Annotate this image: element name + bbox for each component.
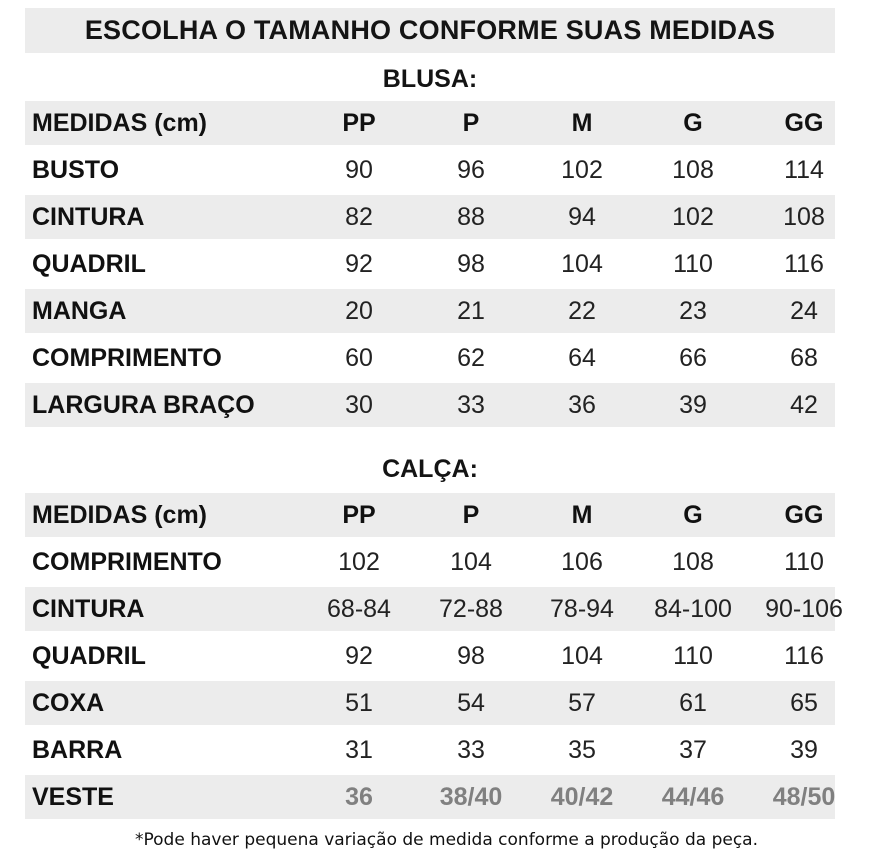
- table-cell: 30: [345, 391, 373, 419]
- table-cell: 62: [457, 344, 485, 372]
- table-cell: 42: [790, 391, 818, 419]
- table-cell: 36: [568, 391, 596, 419]
- row-label: COXA: [32, 689, 105, 717]
- table-cell: 64: [568, 344, 596, 372]
- table-cell: 60: [345, 344, 373, 372]
- blusa-size-m: M: [571, 109, 593, 137]
- table-cell: 108: [672, 548, 714, 576]
- table-cell: 102: [561, 156, 603, 184]
- footnote: *Pode haver pequena variação de medida conforme a produção da peça.: [135, 830, 758, 850]
- blusa-row-busto: [25, 148, 835, 192]
- table-cell: 116: [784, 250, 824, 278]
- blusa-section-label: BLUSA:: [382, 65, 478, 93]
- table-cell: 92: [345, 250, 373, 278]
- row-label: COMPRIMENTO: [32, 548, 222, 576]
- table-cell: 44/46: [661, 783, 725, 811]
- calca-row-coxa: [25, 681, 835, 725]
- page-title-text: ESCOLHA O TAMANHO CONFORME SUAS MEDIDAS: [84, 15, 776, 45]
- blusa-row-manga: [25, 289, 835, 333]
- table-cell: 68: [790, 344, 818, 372]
- calca-header-row: [25, 493, 835, 537]
- blusa-size-gg: GG: [784, 109, 824, 137]
- table-cell: 102: [338, 548, 380, 576]
- calca-row-veste: [25, 775, 835, 819]
- blusa-row-comprimento: [25, 336, 835, 380]
- table-cell: 65: [790, 689, 818, 717]
- table-cell: 33: [457, 391, 485, 419]
- table-cell: 54: [457, 689, 485, 717]
- table-cell: 110: [784, 548, 824, 576]
- table-cell: 92: [345, 642, 373, 670]
- table-cell: 106: [561, 548, 603, 576]
- table-cell: 104: [450, 548, 492, 576]
- table-cell: 22: [568, 297, 596, 325]
- table-cell: 39: [790, 736, 818, 764]
- row-label: QUADRIL: [32, 642, 146, 670]
- calca-section-label: CALÇA:: [382, 455, 478, 483]
- table-cell: 98: [457, 250, 485, 278]
- table-cell: 72-88: [439, 595, 503, 623]
- table-cell: 40/42: [550, 783, 614, 811]
- blusa-header-row: [25, 101, 835, 145]
- table-cell: 23: [679, 297, 707, 325]
- table-cell: 90-106: [765, 595, 843, 623]
- row-label: COMPRIMENTO: [32, 344, 222, 372]
- table-cell: 96: [457, 156, 485, 184]
- table-cell: 39: [679, 391, 707, 419]
- row-label: BUSTO: [32, 156, 120, 184]
- table-cell: 78-94: [550, 595, 614, 623]
- row-label: VESTE: [32, 783, 114, 811]
- table-cell: 108: [672, 156, 714, 184]
- table-cell: 110: [673, 642, 713, 670]
- blusa-row-quadril: [25, 242, 835, 286]
- blusa-header-label: MEDIDAS (cm): [32, 109, 208, 137]
- table-cell: 68-84: [327, 595, 391, 623]
- table-cell: 116: [784, 642, 824, 670]
- table-cell: 104: [561, 250, 603, 278]
- calca-size-gg: GG: [784, 501, 824, 529]
- table-cell: 51: [345, 689, 373, 717]
- table-cell: 108: [783, 203, 825, 231]
- page-title: [25, 8, 835, 53]
- table-cell: 90: [345, 156, 373, 184]
- calca-size-g: G: [683, 501, 703, 529]
- calca-size-pp: PP: [342, 501, 376, 529]
- table-cell: 36: [345, 783, 373, 811]
- row-label: CINTURA: [32, 595, 145, 623]
- row-label: BARRA: [32, 736, 123, 764]
- table-cell: 84-100: [654, 595, 732, 623]
- calca-row-barra: [25, 728, 835, 772]
- table-cell: 102: [672, 203, 714, 231]
- blusa-size-g: G: [683, 109, 703, 137]
- blusa-row-largura-braco: [25, 383, 835, 427]
- calca-header-label: MEDIDAS (cm): [32, 501, 208, 529]
- table-cell: 104: [561, 642, 603, 670]
- blusa-size-pp: PP: [342, 109, 376, 137]
- table-cell: 57: [568, 689, 596, 717]
- table-cell: 110: [673, 250, 713, 278]
- table-cell: 61: [679, 689, 707, 717]
- calca-row-cintura: [25, 587, 843, 631]
- calca-size-m: M: [571, 501, 593, 529]
- table-cell: 31: [345, 736, 373, 764]
- blusa-size-p: P: [462, 109, 480, 137]
- table-cell: 98: [457, 642, 485, 670]
- table-cell: 66: [679, 344, 707, 372]
- calca-row-comprimento: [25, 540, 835, 584]
- row-label: CINTURA: [32, 203, 145, 231]
- table-cell: 37: [679, 736, 707, 764]
- row-label: QUADRIL: [32, 250, 146, 278]
- table-cell: 24: [790, 297, 818, 325]
- calca-row-quadril: [25, 634, 835, 678]
- table-cell: 114: [784, 156, 824, 184]
- table-cell: 88: [457, 203, 485, 231]
- table-cell: 38/40: [439, 783, 503, 811]
- table-cell: 21: [457, 297, 485, 325]
- table-cell: 20: [345, 297, 373, 325]
- calca-size-p: P: [462, 501, 480, 529]
- row-label: MANGA: [32, 297, 127, 325]
- row-label: LARGURA BRAÇO: [32, 391, 255, 419]
- blusa-row-cintura: [25, 195, 835, 239]
- table-cell: 94: [568, 203, 596, 231]
- table-cell: 48/50: [772, 783, 836, 811]
- table-cell: 33: [457, 736, 485, 764]
- table-cell: 82: [345, 203, 373, 231]
- table-cell: 35: [568, 736, 596, 764]
